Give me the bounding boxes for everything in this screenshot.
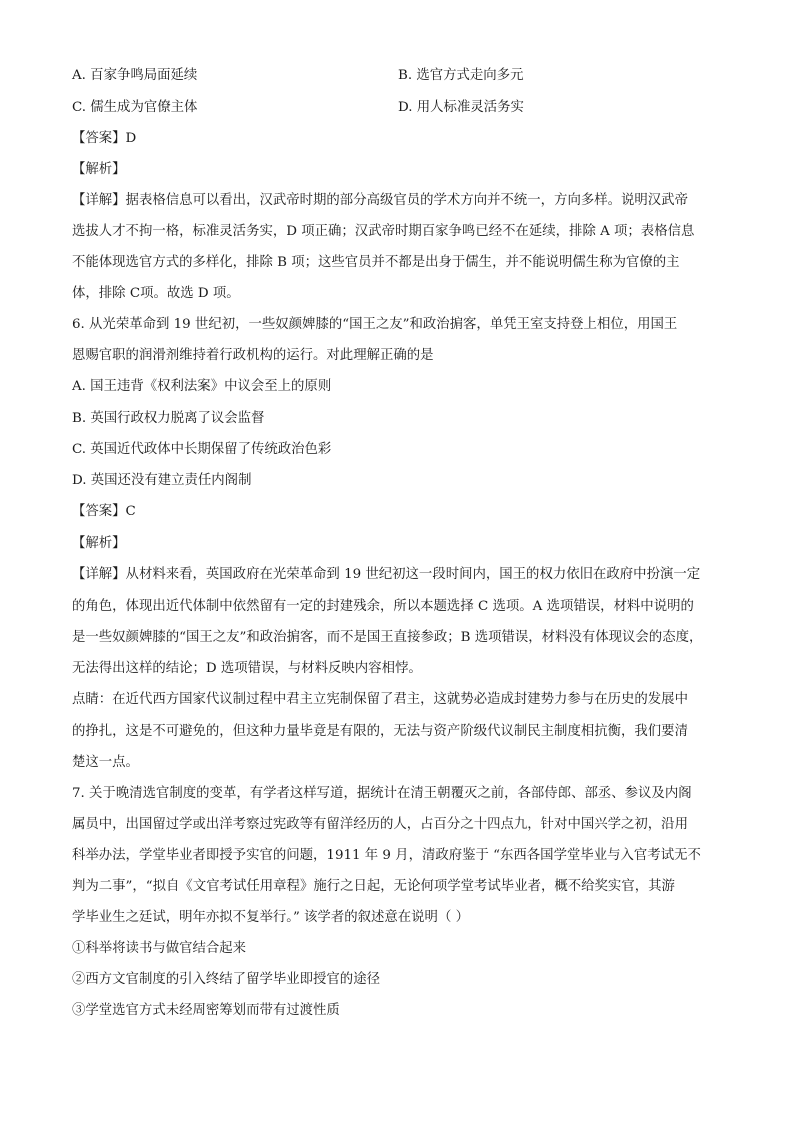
q6-detail-line: 是一些奴颜婢膝的“国王之友”和政治掮客，而不是国王直接参政；B 选项错误，材料没有体现议会的态度， bbox=[72, 630, 703, 645]
q5-option-c: C. 儒生成为官僚主体 bbox=[72, 100, 198, 115]
q7-stem-line: 7. 关于晚清选官制度的变革，有学者这样写道，据统计在清王朝覆灭之前，各部侍郎、部丞、参议及内阁 bbox=[72, 786, 692, 801]
q6-answer: 【答案】C bbox=[72, 504, 136, 519]
q5-option-a: A. 百家争鸣局面延续 bbox=[72, 68, 198, 83]
q6-stem-line: 恩赐官职的润滑剂维持着行政机构的运行。对此理解正确的是 bbox=[72, 348, 434, 363]
q6-detail-line: 的角色，体现出近代体制中依然留有一定的封建残余，所以本题选择 C 选项。A 选项错误，材料中说明的 bbox=[72, 599, 694, 614]
q5-detail-line: 选拔人才不拘一格，标准灵活务实，D 项正确；汉武帝时期百家争鸣已经不在延续，排除 A 项；表格信息 bbox=[72, 224, 695, 239]
q6-option-b: B. 英国行政权力脱离了议会监督 bbox=[72, 411, 265, 426]
q5-option-b: B. 选官方式走向多元 bbox=[398, 68, 524, 83]
q7-item: ②西方文官制度的引入终结了留学毕业即授官的途径 bbox=[72, 972, 380, 987]
q6-option-d: D. 英国还没有建立责任内阁制 bbox=[72, 473, 252, 488]
q7-stem-line: 学毕业生之廷试，明年亦拟不复举行。” 该学者的叙述意在说明（ ） bbox=[72, 910, 469, 925]
q7-item: ③学堂选官方式未经周密筹划而带有过渡性质 bbox=[72, 1003, 340, 1018]
q7-stem-line: 属员中，出国留过学或出洋考察过宪政等有留洋经历的人，占百分之十四点九，针对中国兴学之初，沿用 bbox=[72, 817, 688, 832]
q6-tip-line: 的挣扎，这是不可避免的，但这种力量毕竟是有限的，无法与资产阶级代议制民主制度相抗衡，我们要清 bbox=[72, 724, 688, 739]
q7-stem-line: 科举办法，学堂毕业者即授予实官的问题，1911 年 9 月，清政府鉴于 “东西各国学堂毕业与入官考试无不 bbox=[72, 848, 701, 863]
q7-item: ①科举将读书与做官结合起来 bbox=[72, 941, 247, 956]
q5-detail-line: 不能体现选官方式的多样化，排除 B 项；这些官员并不都是出身于儒生，并不能说明儒生称为官僚的主 bbox=[72, 255, 680, 270]
q5-detail-line: 体，排除 C项。故选 D 项。 bbox=[72, 286, 240, 301]
q5-analysis-label: 【解析】 bbox=[72, 162, 126, 177]
q6-analysis-label: 【解析】 bbox=[72, 536, 126, 551]
q5-answer: 【答案】D bbox=[72, 131, 137, 146]
q5-option-d: D. 用人标准灵活务实 bbox=[398, 100, 524, 115]
q6-tip-line: 点睛：在近代西方国家代议制过程中君主立宪制保留了君主，这就势必造成封建势力参与在历史的发展中 bbox=[72, 692, 688, 707]
q6-tip-line: 楚这一点。 bbox=[72, 755, 139, 770]
q6-detail-line: 【详解】从材料来看，英国政府在光荣革命到 19 世纪初这一段时间内，国王的权力依旧在政府中扮演一定 bbox=[72, 567, 701, 582]
q6-detail-line: 无法得出这样的结论；D 选项错误，与材料反映内容相悖。 bbox=[72, 661, 422, 676]
q7-stem-line: 判为二事”，“拟自《文官考试任用章程》施行之日起，无论何项学堂考试毕业者，概不给奖实官，其游 bbox=[72, 879, 675, 894]
q6-option-a: A. 国王违背《权利法案》中议会至上的原则 bbox=[72, 379, 332, 394]
q6-stem-line: 6. 从光荣革命到 19 世纪初，一些奴颜婢膝的“国王之友”和政治掮客，单凭王室支持登上相位，用国王 bbox=[72, 317, 678, 332]
q5-detail-line: 【详解】据表格信息可以看出，汉武帝时期的部分高级官员的学术方向并不统一，方向多样。说明汉武帝 bbox=[72, 193, 688, 208]
q6-option-c: C. 英国近代政体中长期保留了传统政治色彩 bbox=[72, 442, 332, 457]
